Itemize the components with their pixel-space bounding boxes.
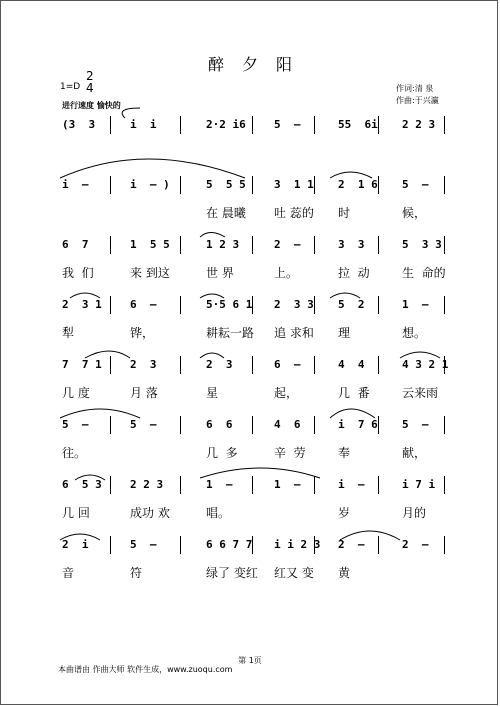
slur bbox=[330, 172, 372, 178]
lyric-text: 往。 bbox=[62, 446, 87, 460]
measure-notes: 1 2 3 bbox=[206, 238, 240, 251]
lyric-text: 铧， bbox=[130, 326, 155, 340]
slur bbox=[70, 293, 100, 298]
lyric-text: 月的 bbox=[402, 506, 427, 520]
measure-notes: 4 3 2 1 bbox=[402, 358, 449, 371]
slur bbox=[85, 351, 130, 358]
lyric-text: 岁 bbox=[338, 506, 351, 520]
measure-notes: 2 2 3 bbox=[402, 118, 436, 131]
lyric-text: 世 界 bbox=[206, 266, 234, 280]
measure-notes: i i 2 3 bbox=[274, 538, 321, 551]
measure-notes: 3 1 1 bbox=[274, 178, 314, 191]
composer-credit: 作曲:于兴瀛 bbox=[396, 96, 439, 105]
slur bbox=[200, 294, 224, 298]
lyric-text: 献， bbox=[402, 446, 427, 460]
measure-notes: 5 2 bbox=[338, 298, 365, 311]
lyric-text: 星 bbox=[206, 386, 219, 400]
measure-notes: 2 3 1 bbox=[62, 298, 102, 311]
lyric-text: 几 回 bbox=[62, 506, 90, 520]
lyric-text: 绿了 变红 bbox=[206, 566, 258, 580]
lyric-text: 来 到这 bbox=[130, 266, 170, 280]
lyric-text: 符 bbox=[130, 566, 143, 580]
measure-notes: 5 – bbox=[274, 118, 301, 131]
measure-notes: 2 – bbox=[338, 538, 365, 551]
lyric-text: 成功 欢 bbox=[130, 506, 170, 520]
lyric-text: 理 bbox=[338, 326, 351, 340]
lyric-text: 拉 动 bbox=[338, 266, 370, 280]
slur bbox=[60, 159, 245, 178]
measure-notes: 2 1 6 bbox=[338, 178, 378, 191]
measure-notes: i i bbox=[130, 118, 157, 131]
measure-notes: 6 5 3 bbox=[62, 478, 102, 491]
lyric-text: 候， bbox=[402, 206, 427, 220]
slur bbox=[330, 293, 360, 298]
measure-notes: 5 5 5 bbox=[206, 178, 246, 191]
measure-notes: i – ) bbox=[130, 178, 170, 191]
slur bbox=[200, 468, 320, 478]
lyric-text: 我 们 bbox=[62, 266, 94, 280]
lyric-text: 上。 bbox=[274, 266, 299, 280]
measure-notes: 6 – bbox=[274, 358, 301, 371]
measure-notes: 55 6i bbox=[338, 118, 378, 131]
measure-notes: i 7 i bbox=[402, 478, 436, 491]
measure-notes: i 7 6 bbox=[338, 418, 378, 431]
measure-notes: 4 4 bbox=[338, 358, 365, 371]
measure-notes: 6 7 bbox=[62, 238, 89, 251]
lyric-text: 吐 蕊的 bbox=[274, 206, 314, 220]
lyric-text: 想。 bbox=[402, 326, 427, 340]
tempo-marking: 进行速度 愉快的 bbox=[62, 101, 121, 110]
measure-notes: 2 3 bbox=[206, 358, 233, 371]
lyric-text: 起， bbox=[274, 386, 299, 400]
measure-notes: 5 3 3 bbox=[402, 238, 442, 251]
measure-notes: 2 i bbox=[62, 538, 89, 551]
measure-notes: i – bbox=[62, 178, 89, 191]
measure-notes: 1 – bbox=[206, 478, 233, 491]
lyric-text: 奉 bbox=[338, 446, 351, 460]
lyricist-credit: 作词:清 泉 bbox=[396, 84, 434, 93]
lyric-text: 音 bbox=[62, 566, 75, 580]
lyric-text: 生 命的 bbox=[402, 266, 446, 280]
measure-notes: 7 7 1 bbox=[62, 358, 102, 371]
song-title: 醉夕阳 bbox=[207, 55, 310, 74]
measure-notes: 5 – bbox=[402, 178, 429, 191]
slur bbox=[330, 409, 375, 418]
slur bbox=[340, 531, 400, 540]
lyric-text: 几 番 bbox=[338, 386, 370, 400]
lyric-text: 在 晨曦 bbox=[206, 206, 246, 220]
measure-notes: 1 – bbox=[402, 298, 429, 311]
key-signature: 1=D bbox=[60, 82, 81, 92]
lyric-text: 几 多 bbox=[206, 446, 238, 460]
measure-notes: 5·5 6 1 bbox=[206, 298, 253, 311]
measure-notes: 2 – bbox=[402, 538, 429, 551]
lyric-text: 辛 劳 bbox=[274, 446, 306, 460]
slur bbox=[200, 233, 225, 238]
measure-notes: 2 3 3 bbox=[274, 298, 314, 311]
slur bbox=[122, 108, 140, 118]
lyric-text: 云来雨 bbox=[402, 386, 439, 400]
slur bbox=[60, 534, 100, 540]
slur bbox=[75, 475, 105, 480]
lyric-text: 时 bbox=[338, 206, 351, 220]
slur bbox=[400, 352, 440, 358]
time-bottom: 4 bbox=[86, 81, 94, 95]
measure-notes: (3 3 bbox=[62, 118, 96, 131]
page-number: 第 1页 bbox=[238, 656, 262, 665]
measure-notes: 6 – bbox=[130, 298, 157, 311]
lyric-text: 月 落 bbox=[130, 386, 158, 400]
measure-notes: 5 – bbox=[402, 418, 429, 431]
measure-notes: 3 3 bbox=[338, 238, 365, 251]
measure-notes: i – bbox=[338, 478, 365, 491]
lyric-text: 犁 bbox=[62, 326, 75, 340]
measure-notes: 6 6 bbox=[206, 418, 233, 431]
lyric-text: 红又 变 bbox=[274, 566, 314, 580]
measure-notes: 4 6 bbox=[274, 418, 301, 431]
lyric-text: 耕耘一路 bbox=[206, 326, 255, 340]
footer-note: 本曲谱由 作曲大师 软件生成，www.zuoqu.com bbox=[58, 665, 233, 674]
lyric-text: 黄 bbox=[338, 566, 351, 580]
measure-notes: 2 2 3 bbox=[130, 478, 164, 491]
measure-notes: 2 3 bbox=[130, 358, 157, 371]
slur bbox=[200, 353, 224, 358]
measure-notes: 5 – bbox=[62, 418, 89, 431]
measure-notes: 2·2 i6 bbox=[206, 118, 246, 131]
measure-notes: 5 – bbox=[130, 538, 157, 551]
measure-notes: 6 6 7 7 bbox=[206, 538, 253, 551]
measure-notes: 1 – bbox=[274, 478, 301, 491]
measure-notes: 2 – bbox=[274, 238, 301, 251]
lyric-text: 几 度 bbox=[62, 386, 90, 400]
time-top: 2 bbox=[86, 69, 94, 83]
slur bbox=[60, 409, 140, 418]
measure-notes: 1 5 5 bbox=[130, 238, 170, 251]
lyric-text: 追 求和 bbox=[274, 326, 314, 340]
measure-notes: 5 – bbox=[130, 418, 157, 431]
lyric-text: 唱。 bbox=[206, 506, 231, 520]
